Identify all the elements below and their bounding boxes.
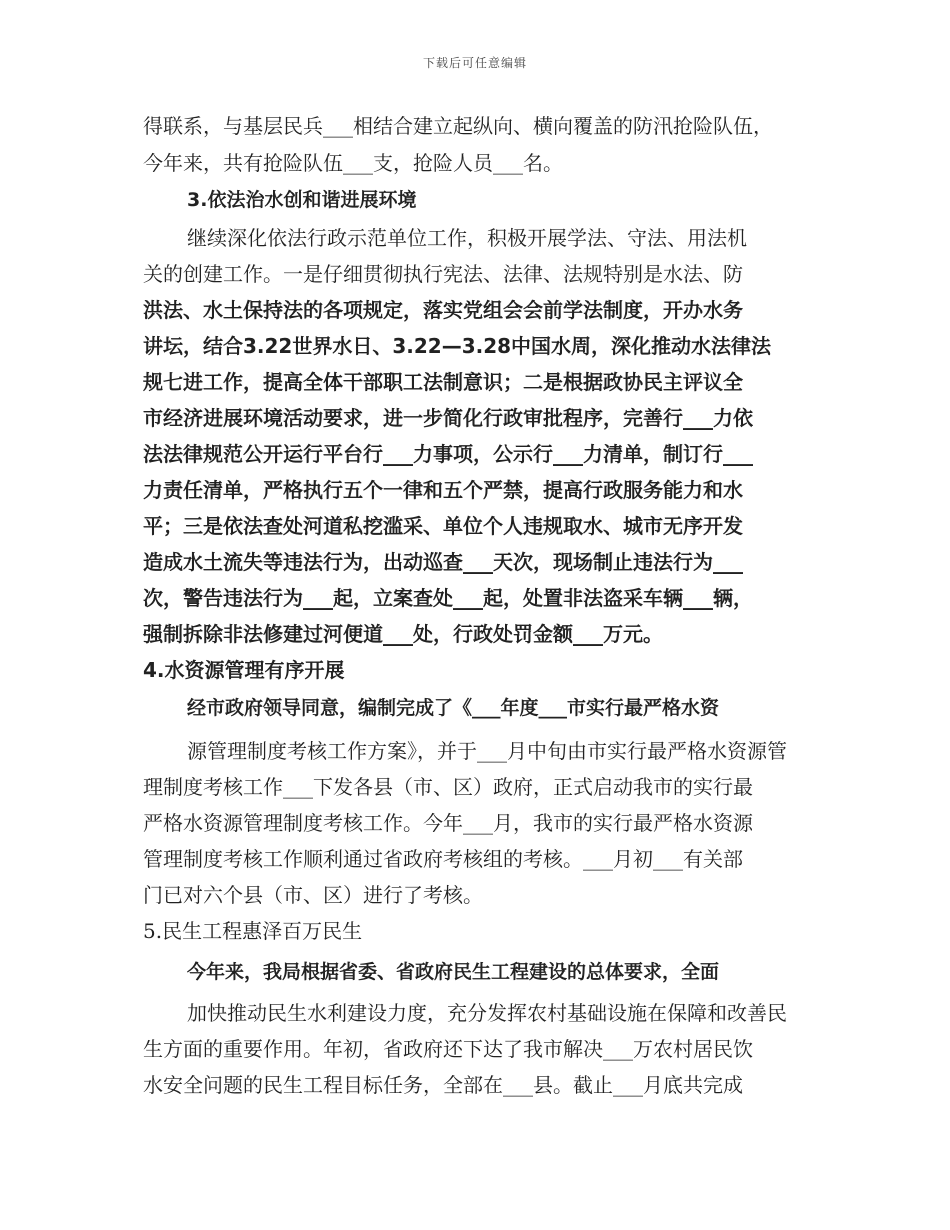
body-line: 今年来，共有抢险队伍___支，抢险人员___名。 xyxy=(143,151,563,175)
body-line: 讲坛，结合3.22世界水日、3.22—3.28中国水周，深化推动水法律法 xyxy=(143,334,772,358)
body-line: 法法律规范公开运行平台行___力事项，公示行___力清单，制订行___ xyxy=(143,442,753,466)
body-line: 规七进工作，提高全体干部职工法制意识；二是根据政协民主评议全 xyxy=(143,370,743,394)
section-heading: 3.依法治水创和谐进展环境 xyxy=(187,189,417,211)
body-line: 平；三是依法查处河道私挖滥采、单位个人违规取水、城市无序开发 xyxy=(143,514,743,538)
section-heading: 今年来，我局根据省委、省政府民生工程建设的总体要求，全面 xyxy=(187,961,720,983)
body-line: 造成水土流失等违法行为，出动巡查___天次，现场制止违法行为___ xyxy=(143,550,743,574)
body-line: 洪法、水土保持法的各项规定，落实党组会会前学法制度，开办水务 xyxy=(143,298,743,322)
body-line: 理制度考核工作___下发各县（市、区）政府，正式启动我市的实行最 xyxy=(143,775,753,799)
body-line: 关的创建工作。一是仔细贯彻执行宪法、法律、法规特别是水法、防 xyxy=(143,262,743,286)
body-line: 严格水资源管理制度考核工作。今年___月，我市的实行最严格水资源 xyxy=(143,811,753,835)
body-line: 门已对六个县（市、区）进行了考核。 xyxy=(143,883,483,907)
body-line: 加快推动民生水利建设力度，充分发挥农村基础设施在保障和改善民 xyxy=(187,1001,787,1025)
body-line: 源管理制度考核工作方案》，并于___月中旬由市实行最严格水资源管 xyxy=(187,739,787,763)
body-line: 继续深化依法行政示范单位工作，积极开展学法、守法、用法机 xyxy=(187,226,747,250)
body-line: 力责任清单，严格执行五个一律和五个严禁，提高行政服务能力和水 xyxy=(143,478,743,502)
body-line: 4.水资源管理有序开展 xyxy=(143,658,345,682)
body-line: 管理制度考核工作顺利通过省政府考核组的考核。___月初___有关部 xyxy=(143,847,743,871)
body-line: 市经济进展环境活动要求，进一步简化行政审批程序，完善行___力依 xyxy=(143,406,753,430)
body-line: 生方面的重要作用。年初，省政府还下达了我市解决___万农村居民饮 xyxy=(143,1037,753,1061)
section-heading: 经市政府领导同意，编制完成了《___年度___市实行最严格水资 xyxy=(187,697,720,719)
body-line: 得联系，与基层民兵___相结合建立起纵向、横向覆盖的防汛抢险队伍， xyxy=(143,114,773,138)
body-line: 强制拆除非法修建过河便道___处，行政处罚金额___万元。 xyxy=(143,622,663,646)
body-line: 5.民生工程惠泽百万民生 xyxy=(143,919,363,943)
body-line: 水安全问题的民生工程目标任务，全部在___县。截止___月底共完成 xyxy=(143,1073,743,1097)
page-header: 下载后可任意编辑 xyxy=(422,56,527,70)
body-line: 次，警告违法行为___起，立案查处___起，处置非法盗采车辆___辆， xyxy=(143,586,753,610)
